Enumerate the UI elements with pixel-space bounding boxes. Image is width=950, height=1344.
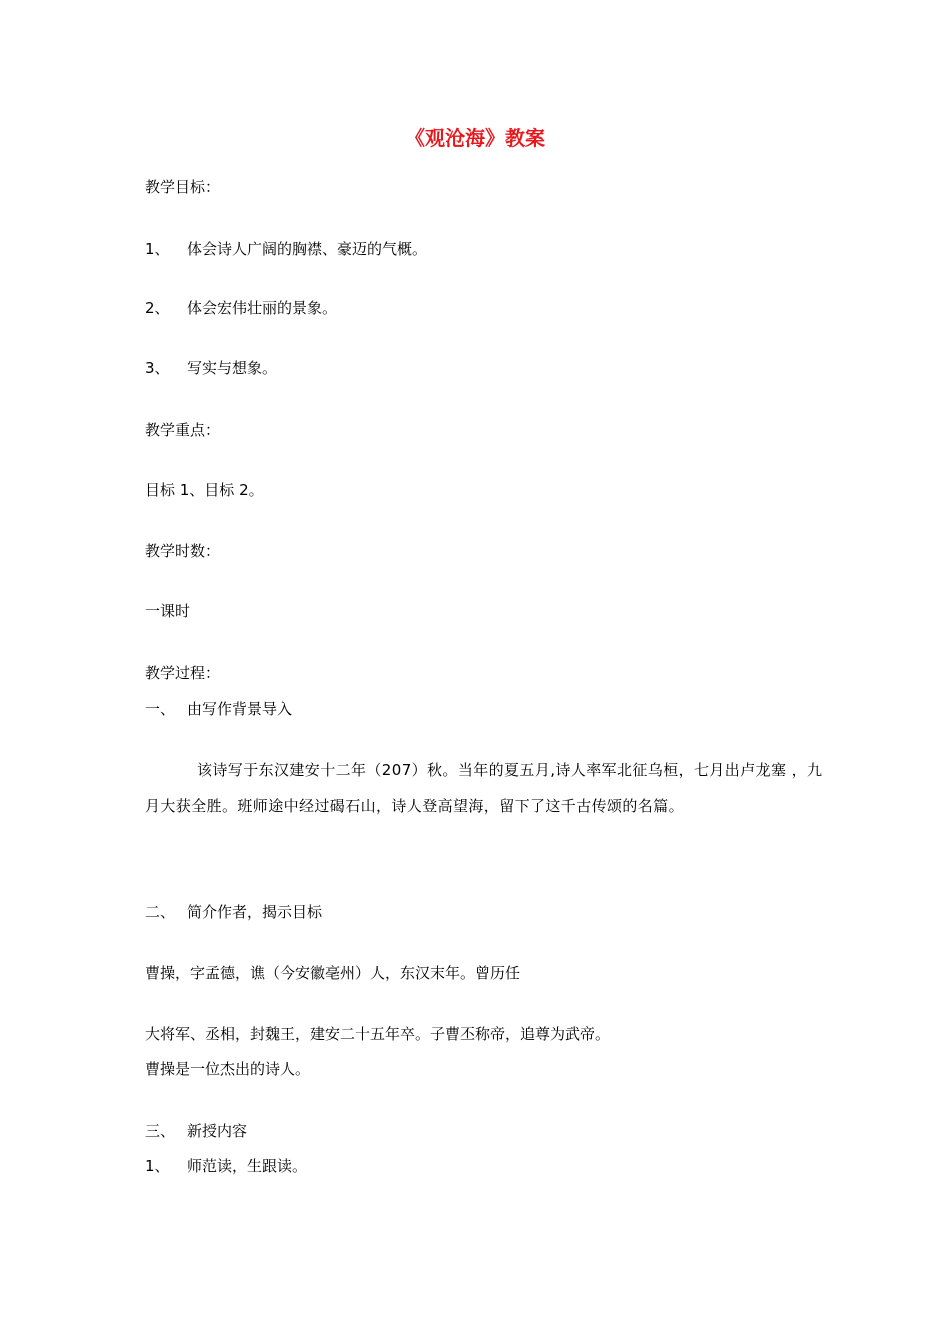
goal-number: 2、: [145, 299, 170, 317]
goal-number: 3、: [145, 359, 170, 377]
section-1-heading: [145, 698, 292, 720]
goals-heading: 教学目标：: [145, 178, 221, 196]
goal-number: 1、: [145, 240, 170, 258]
hours-text: 一课时: [145, 602, 191, 620]
focus-text: 目标 1、目标 2。: [145, 481, 264, 499]
focus-heading: 教学重点：: [145, 421, 221, 439]
document-title: 《观沧海》教案: [405, 126, 545, 150]
goal-text: 体会诗人广阔的胸襟、豪迈的气概。: [187, 240, 428, 258]
section-number: 二、: [145, 903, 176, 921]
author-line-2: 大将军、丞相，封魏王，建安二十五年卒。子曹丕称帝，追尊为武帝。: [145, 1025, 611, 1043]
process-heading: 教学过程：: [145, 664, 221, 682]
goal-item-1: [145, 238, 427, 260]
background-paragraph: 该诗写于东汉建安十二年（207）秋。当年的夏五月,诗人率军北征乌桓，七月出卢龙塞 ，九月大获全胜。班师途中经过碣石山，诗人登高望海，留下了这千古传颂的名篇。: [145, 761, 823, 815]
item-text: 师范读，生跟读。: [187, 1157, 308, 1175]
section-2-heading: [145, 901, 322, 923]
section-3-item-1: [145, 1155, 307, 1177]
author-line-3: 曹操是一位杰出的诗人。: [145, 1060, 311, 1078]
section-number: 一、: [145, 700, 176, 718]
goal-text: 体会宏伟壮丽的景象。: [187, 299, 338, 317]
section-title: 新授内容: [187, 1122, 248, 1140]
goal-text: 写实与想象。: [187, 359, 278, 377]
goal-item-3: [145, 357, 277, 379]
section-title: 由写作背景导入: [187, 700, 293, 718]
goal-item-2: [145, 297, 337, 319]
author-line-1: 曹操，字孟德，谯（今安徽亳州）人，东汉末年。曾历任: [145, 964, 521, 982]
hours-heading: 教学时数：: [145, 542, 221, 560]
section-title: 简介作者，揭示目标: [187, 903, 323, 921]
item-number: 1、: [145, 1157, 170, 1175]
section-number: 三、: [145, 1122, 176, 1140]
section-3-heading: [145, 1120, 247, 1142]
